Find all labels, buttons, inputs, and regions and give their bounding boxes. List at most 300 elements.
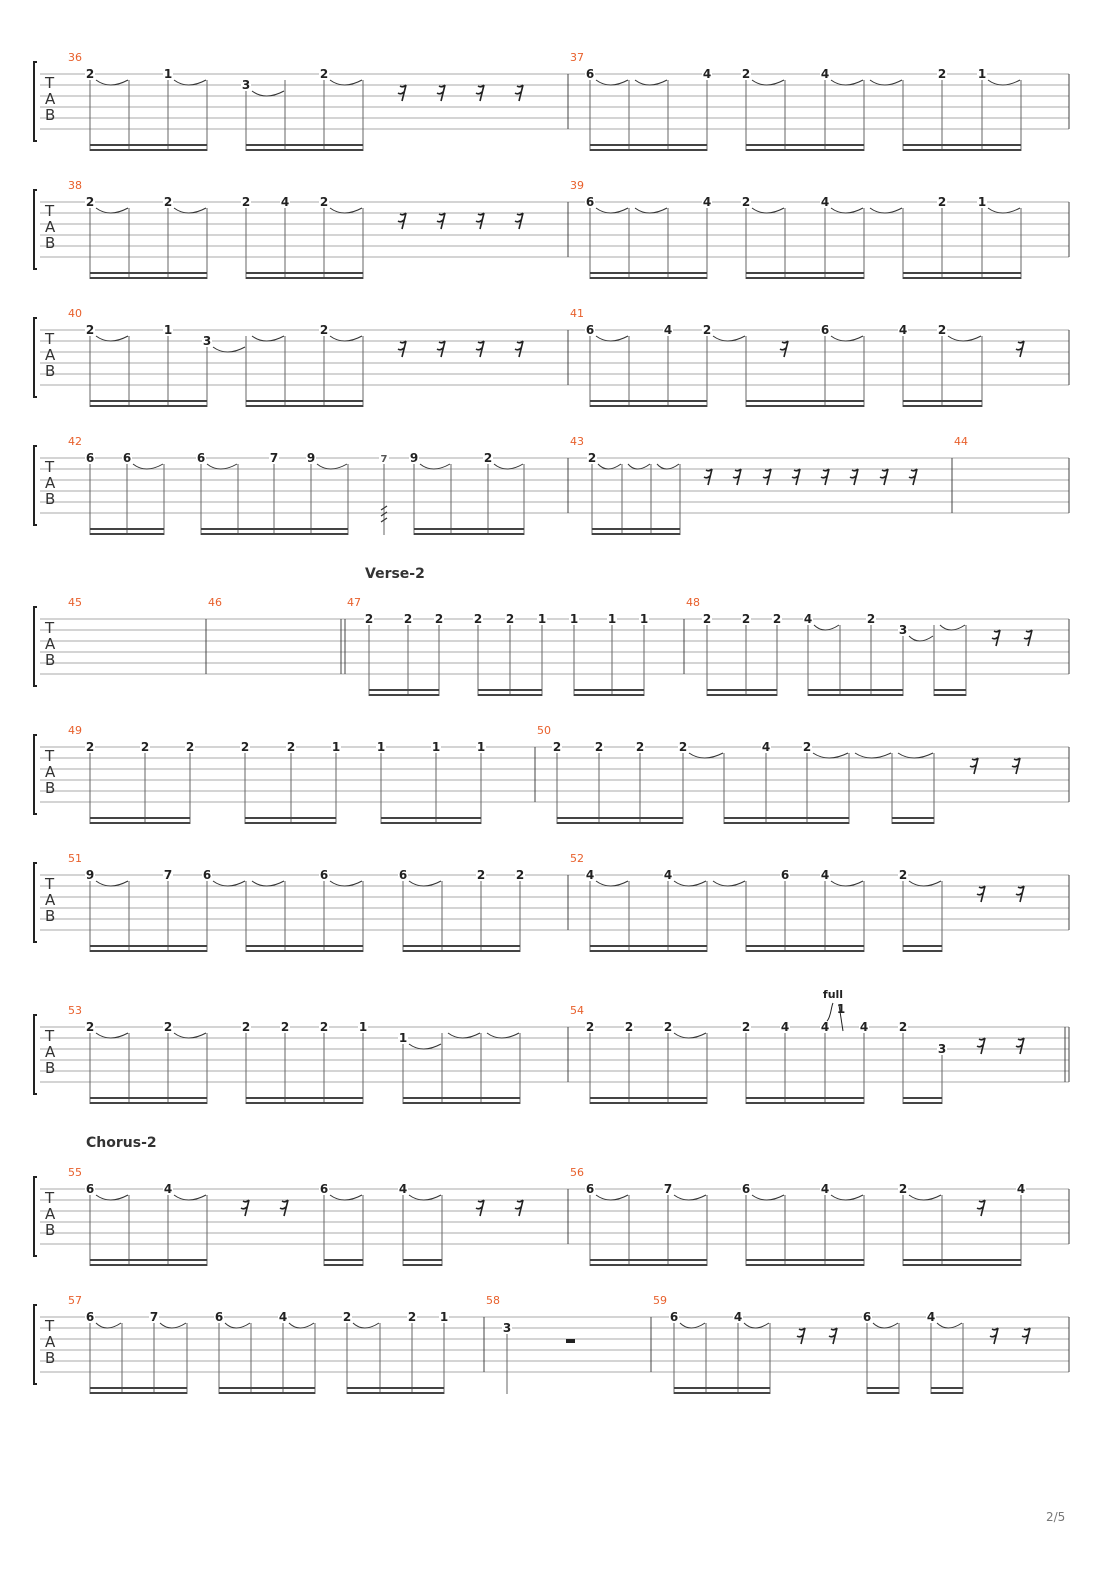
fret-number: 4 — [398, 1182, 408, 1196]
fret-number: 2 — [585, 1020, 595, 1034]
system-bracket — [34, 446, 37, 525]
fret-number: 4 — [163, 1182, 173, 1196]
tie-arc — [596, 80, 628, 85]
bend-arrow — [827, 1003, 833, 1021]
sixteenth-rest — [1012, 758, 1020, 774]
tie-arc — [330, 1195, 362, 1200]
tie-arc — [937, 1323, 962, 1328]
fret-number: 2 — [319, 67, 329, 81]
tie-arc — [674, 1033, 706, 1038]
measure-number: 38 — [68, 179, 82, 192]
fret-number: 3 — [202, 334, 212, 348]
fret-number: 2 — [319, 323, 329, 337]
sixteenth-rest — [398, 85, 406, 101]
sixteenth-rest — [880, 469, 888, 485]
fret-number: 2 — [241, 195, 251, 209]
fret-number: 2 — [483, 451, 493, 465]
fret-number: 2 — [505, 612, 515, 626]
measure-number: 58 — [486, 1294, 500, 1307]
measure-number: 51 — [68, 852, 82, 865]
fret-number: 2 — [587, 451, 597, 465]
measure-number: 42 — [68, 435, 82, 448]
tab-clef-letter: A — [45, 763, 56, 781]
tie-arc — [330, 80, 362, 85]
fret-number: 6 — [319, 1182, 329, 1196]
sixteenth-rest — [797, 1328, 805, 1344]
fret-number: 6 — [122, 451, 132, 465]
measure-number: 52 — [570, 852, 584, 865]
tie-arc — [898, 753, 933, 758]
tab-clef-letter: T — [45, 619, 55, 637]
fret-number: 2 — [741, 67, 751, 81]
fret-number: 1 — [607, 612, 617, 626]
tie-arc — [909, 881, 941, 886]
fret-number: 2 — [286, 740, 296, 754]
tie-arc — [289, 1323, 314, 1328]
tie-arc — [225, 1323, 250, 1328]
tab-clef-letter: B — [45, 362, 56, 380]
fret-number: 2 — [678, 740, 688, 754]
system-bracket — [34, 735, 37, 814]
tie-arc — [909, 636, 933, 641]
fret-number: 3 — [937, 1042, 947, 1056]
fret-number: 2 — [624, 1020, 634, 1034]
fret-number: 2 — [741, 612, 751, 626]
tie-arc — [855, 753, 891, 758]
fret-number: 2 — [280, 1020, 290, 1034]
fret-number: 2 — [476, 868, 486, 882]
fret-number: 2 — [663, 1020, 673, 1034]
fret-number: 6 — [202, 868, 212, 882]
sixteenth-rest — [1024, 630, 1032, 646]
tie-arc — [252, 881, 284, 886]
fret-number: 1 — [431, 740, 441, 754]
fret-number: 4 — [898, 323, 908, 337]
measure-number: 56 — [570, 1166, 584, 1179]
system-bracket — [34, 1015, 37, 1094]
tie-arc — [689, 753, 723, 758]
tie-arc — [174, 208, 206, 213]
tab-clef-letter: T — [45, 1317, 55, 1335]
fret-number: 2 — [185, 740, 195, 754]
fret-number: 1 — [537, 612, 547, 626]
sixteenth-rest — [1022, 1328, 1030, 1344]
fret-number: 2 — [403, 612, 413, 626]
fret-number: 4 — [859, 1020, 869, 1034]
fret-number: 4 — [820, 1182, 830, 1196]
measure-number: 46 — [208, 596, 222, 609]
measure-number: 55 — [68, 1166, 82, 1179]
fret-number: 3 — [241, 78, 251, 92]
fret-number: 2 — [473, 612, 483, 626]
sixteenth-rest — [990, 1328, 998, 1344]
sixteenth-rest — [437, 341, 445, 357]
fret-number: 2 — [434, 612, 444, 626]
fret-number: 2 — [937, 67, 947, 81]
section-label-verse: Verse-2 — [365, 566, 425, 582]
fret-number: 1 — [476, 740, 486, 754]
fret-number: 2 — [741, 1020, 751, 1034]
tie-arc — [409, 881, 441, 886]
tie-arc — [494, 464, 523, 469]
system-bracket — [34, 1177, 37, 1256]
fret-number: 2 — [898, 1020, 908, 1034]
tab-clef-letter: A — [45, 474, 56, 492]
fret-number: 3 — [898, 623, 908, 637]
fret-number: 2 — [241, 1020, 251, 1034]
sixteenth-rest — [829, 1328, 837, 1344]
tie-arc — [420, 464, 450, 469]
fret-number: 4 — [733, 1310, 743, 1324]
fret-number: 6 — [85, 451, 95, 465]
sixteenth-rest — [515, 213, 523, 229]
tab-clef-letter: A — [45, 90, 56, 108]
sixteenth-rest — [780, 341, 788, 357]
sixteenth-rest — [909, 469, 917, 485]
sixteenth-rest — [476, 85, 484, 101]
tie-arc — [909, 1195, 941, 1200]
fret-number: 4 — [702, 67, 712, 81]
tie-arc — [831, 80, 863, 85]
measure-number: 44 — [954, 435, 968, 448]
tab-clef-letter: B — [45, 907, 56, 925]
tie-arc — [252, 336, 284, 341]
tab-clef-letter: T — [45, 202, 55, 220]
tab-clef-letter: B — [45, 1349, 56, 1367]
tie-arc — [213, 347, 245, 352]
sixteenth-rest — [763, 469, 771, 485]
fret-number: 2 — [937, 323, 947, 337]
sixteenth-rest — [476, 1200, 484, 1216]
sixteenth-rest — [1016, 886, 1024, 902]
sixteenth-rest — [977, 1038, 985, 1054]
tremolo-marks — [381, 506, 387, 522]
tie-arc — [174, 1195, 206, 1200]
tab-clef-letter: B — [45, 1221, 56, 1239]
fret-number: 6 — [585, 323, 595, 337]
tab-clef-letter: A — [45, 891, 56, 909]
fret-number: 2 — [407, 1310, 417, 1324]
tab-clef-letter: B — [45, 106, 56, 124]
tie-arc — [596, 336, 628, 341]
fret-number: 2 — [140, 740, 150, 754]
sixteenth-rest — [515, 85, 523, 101]
sixteenth-rest — [280, 1200, 288, 1216]
fret-number: 9 — [409, 451, 419, 465]
fret-number: 9 — [85, 868, 95, 882]
system-bracket — [34, 318, 37, 397]
tab-clef-letter: T — [45, 330, 55, 348]
fret-number: 4 — [1016, 1182, 1026, 1196]
sixteenth-rest — [476, 341, 484, 357]
tab-clef-letter: T — [45, 747, 55, 765]
measure-number: 50 — [537, 724, 551, 737]
fret-number: 4 — [820, 195, 830, 209]
sixteenth-rest — [1016, 341, 1024, 357]
fret-number: 6 — [319, 868, 329, 882]
fret-number: 4 — [761, 740, 771, 754]
sixteenth-rest — [476, 213, 484, 229]
system-bracket — [34, 1305, 37, 1384]
fret-number: 2 — [552, 740, 562, 754]
tie-arc — [831, 1195, 863, 1200]
section-label-chorus: Chorus-2 — [86, 1135, 157, 1151]
system-bracket — [34, 62, 37, 141]
fret-number: 1 — [358, 1020, 368, 1034]
sixteenth-rest — [1016, 1038, 1024, 1054]
sixteenth-rest — [515, 1200, 523, 1216]
measure-number: 48 — [686, 596, 700, 609]
fret-number: 1 — [398, 1031, 408, 1045]
tie-arc — [330, 336, 362, 341]
system-bracket — [34, 190, 37, 269]
measure-number: 59 — [653, 1294, 667, 1307]
fret-number: 4 — [820, 868, 830, 882]
fret-number: 2 — [85, 67, 95, 81]
tie-arc — [96, 881, 128, 886]
fret-number: 1 — [977, 195, 987, 209]
tie-arc — [598, 464, 621, 469]
fret-number: 2 — [163, 1020, 173, 1034]
fret-number: 2 — [594, 740, 604, 754]
page-number: 2/5 — [1046, 1510, 1066, 1524]
fret-number: 4 — [280, 195, 290, 209]
tie-arc — [160, 1323, 186, 1328]
tie-arc — [635, 80, 667, 85]
tab-clef-letter: A — [45, 1205, 56, 1223]
tab-clef-letter: T — [45, 875, 55, 893]
fret-number: 2 — [635, 740, 645, 754]
tab-clef-letter: B — [45, 490, 56, 508]
fret-number: 2 — [85, 195, 95, 209]
tie-arc — [635, 208, 667, 213]
tab-clef-letter: A — [45, 1043, 56, 1061]
sixteenth-rest — [977, 1200, 985, 1216]
fret-number: 1 — [977, 67, 987, 81]
fret-number: 2 — [741, 195, 751, 209]
tie-arc — [487, 1033, 519, 1038]
sixteenth-rest — [515, 341, 523, 357]
fret-number: 2 — [319, 195, 329, 209]
bend-label: full — [822, 988, 844, 1001]
tab-clef-letter: A — [45, 218, 56, 236]
sixteenth-rest — [437, 85, 445, 101]
tie-arc — [252, 91, 284, 96]
fret-number: 7 — [269, 451, 279, 465]
measure-number: 41 — [570, 307, 584, 320]
fret-number: 4 — [926, 1310, 936, 1324]
tie-arc — [353, 1323, 379, 1328]
tie-arc — [831, 336, 863, 341]
fret-number: 2 — [866, 612, 876, 626]
system-bracket — [34, 607, 37, 686]
tie-arc — [174, 80, 206, 85]
fret-number: 4 — [820, 1020, 830, 1034]
sixteenth-rest — [977, 886, 985, 902]
fret-number: 6 — [585, 1182, 595, 1196]
fret-number: 2 — [898, 868, 908, 882]
fret-number: 7 — [163, 868, 173, 882]
tie-arc — [752, 80, 784, 85]
sixteenth-rest — [970, 758, 978, 774]
sixteenth-rest — [733, 469, 741, 485]
tie-arc — [596, 208, 628, 213]
fret-number: 4 — [663, 323, 673, 337]
fret-number: 2 — [240, 740, 250, 754]
tie-arc — [948, 336, 981, 341]
tie-arc — [96, 1033, 128, 1038]
tie-arc — [713, 881, 745, 886]
tie-arc — [596, 881, 628, 886]
fret-number: 1 — [163, 67, 173, 81]
tie-arc — [213, 881, 245, 886]
tie-arc — [409, 1195, 441, 1200]
tab-clef-letter: A — [45, 1333, 56, 1351]
tab-clef-letter: B — [45, 651, 56, 669]
sixteenth-rest — [792, 469, 800, 485]
tie-arc — [96, 80, 128, 85]
measure-number: 45 — [68, 596, 82, 609]
tie-arc — [940, 625, 965, 630]
fret-number: 2 — [342, 1310, 352, 1324]
tie-arc — [174, 1033, 206, 1038]
tie-arc — [680, 1323, 705, 1328]
tie-arc — [96, 1323, 121, 1328]
fret-number: 1 — [376, 740, 386, 754]
tie-arc — [674, 1195, 706, 1200]
measure-number: 43 — [570, 435, 584, 448]
tie-arc — [752, 208, 784, 213]
fret-number: 4 — [803, 612, 813, 626]
tie-arc — [674, 881, 706, 886]
tie-arc — [813, 753, 848, 758]
tie-arc — [628, 464, 650, 469]
fret-number: 2 — [364, 612, 374, 626]
fret-number: 6 — [85, 1310, 95, 1324]
tie-arc — [744, 1323, 769, 1328]
tie-arc — [596, 1195, 628, 1200]
fret-number: 4 — [820, 67, 830, 81]
measure-number: 36 — [68, 51, 82, 64]
fret-number: 6 — [741, 1182, 751, 1196]
tie-arc — [96, 208, 128, 213]
tie-arc — [831, 208, 863, 213]
measure-number: 37 — [570, 51, 584, 64]
tie-arc — [752, 1195, 784, 1200]
sixteenth-rest — [398, 341, 406, 357]
fret-number: 1 — [439, 1310, 449, 1324]
tab-clef-letter: A — [45, 635, 56, 653]
fret-number: 1 — [163, 323, 173, 337]
tie-arc — [317, 464, 347, 469]
tab-clef-letter: T — [45, 74, 55, 92]
tie-arc — [657, 464, 679, 469]
fret-number: 7 — [149, 1310, 159, 1324]
measure-number: 53 — [68, 1004, 82, 1017]
fret-number: 6 — [820, 323, 830, 337]
fret-number: 2 — [702, 612, 712, 626]
sixteenth-rest — [398, 213, 406, 229]
fret-number: 3 — [502, 1321, 512, 1335]
sixteenth-rest — [821, 469, 829, 485]
fret-number: 1 — [639, 612, 649, 626]
sixteenth-rest — [704, 469, 712, 485]
tab-clef-letter: B — [45, 779, 56, 797]
fret-number: 6 — [862, 1310, 872, 1324]
tie-arc — [870, 80, 902, 85]
tie-arc — [713, 336, 745, 341]
fret-number: 6 — [669, 1310, 679, 1324]
tie-arc — [814, 625, 839, 630]
measure-number: 47 — [347, 596, 361, 609]
fret-number: 2 — [515, 868, 525, 882]
tie-arc — [330, 881, 362, 886]
tie-arc — [207, 464, 237, 469]
tie-arc — [870, 208, 902, 213]
system-bracket — [34, 863, 37, 942]
fret-number: 6 — [585, 67, 595, 81]
sixteenth-rest — [241, 1200, 249, 1216]
measure-number: 54 — [570, 1004, 584, 1017]
tie-arc — [409, 1044, 441, 1049]
fret-number: 6 — [585, 195, 595, 209]
fret-number: 1 — [331, 740, 341, 754]
tab-clef-letter: B — [45, 234, 56, 252]
fret-number: 4 — [278, 1310, 288, 1324]
tab-clef-letter: T — [45, 458, 55, 476]
tab-clef-letter: T — [45, 1189, 55, 1207]
fret-number: 6 — [196, 451, 206, 465]
fret-number: 7 — [380, 454, 388, 465]
fret-number: 6 — [214, 1310, 224, 1324]
fret-number: 6 — [398, 868, 408, 882]
fret-number: 6 — [780, 868, 790, 882]
fret-number: 2 — [702, 323, 712, 337]
sixteenth-rest — [850, 469, 858, 485]
tie-arc — [96, 1195, 128, 1200]
fret-number: 9 — [306, 451, 316, 465]
fret-number: 2 — [85, 323, 95, 337]
tab-clef-letter: A — [45, 346, 56, 364]
tie-arc — [96, 336, 128, 341]
measure-number: 39 — [570, 179, 584, 192]
fret-number: 2 — [85, 740, 95, 754]
fret-number: 2 — [772, 612, 782, 626]
bend-fret: 1 — [836, 1002, 846, 1016]
tie-arc — [831, 881, 863, 886]
tab-clef-letter: B — [45, 1059, 56, 1077]
fret-number: 4 — [780, 1020, 790, 1034]
measure-number: 49 — [68, 724, 82, 737]
sixteenth-rest — [992, 630, 1000, 646]
half-rest — [566, 1339, 575, 1343]
fret-number: 6 — [85, 1182, 95, 1196]
tab-clef-letter: T — [45, 1027, 55, 1045]
fret-number: 2 — [898, 1182, 908, 1196]
measure-number: 57 — [68, 1294, 82, 1307]
fret-number: 4 — [663, 868, 673, 882]
fret-number: 2 — [802, 740, 812, 754]
fret-number: 7 — [663, 1182, 673, 1196]
tie-arc — [988, 80, 1020, 85]
tie-arc — [988, 208, 1020, 213]
fret-number: 2 — [319, 1020, 329, 1034]
fret-number: 2 — [937, 195, 947, 209]
fret-number: 4 — [585, 868, 595, 882]
tie-arc — [448, 1033, 480, 1038]
fret-number: 4 — [702, 195, 712, 209]
fret-number: 1 — [569, 612, 579, 626]
